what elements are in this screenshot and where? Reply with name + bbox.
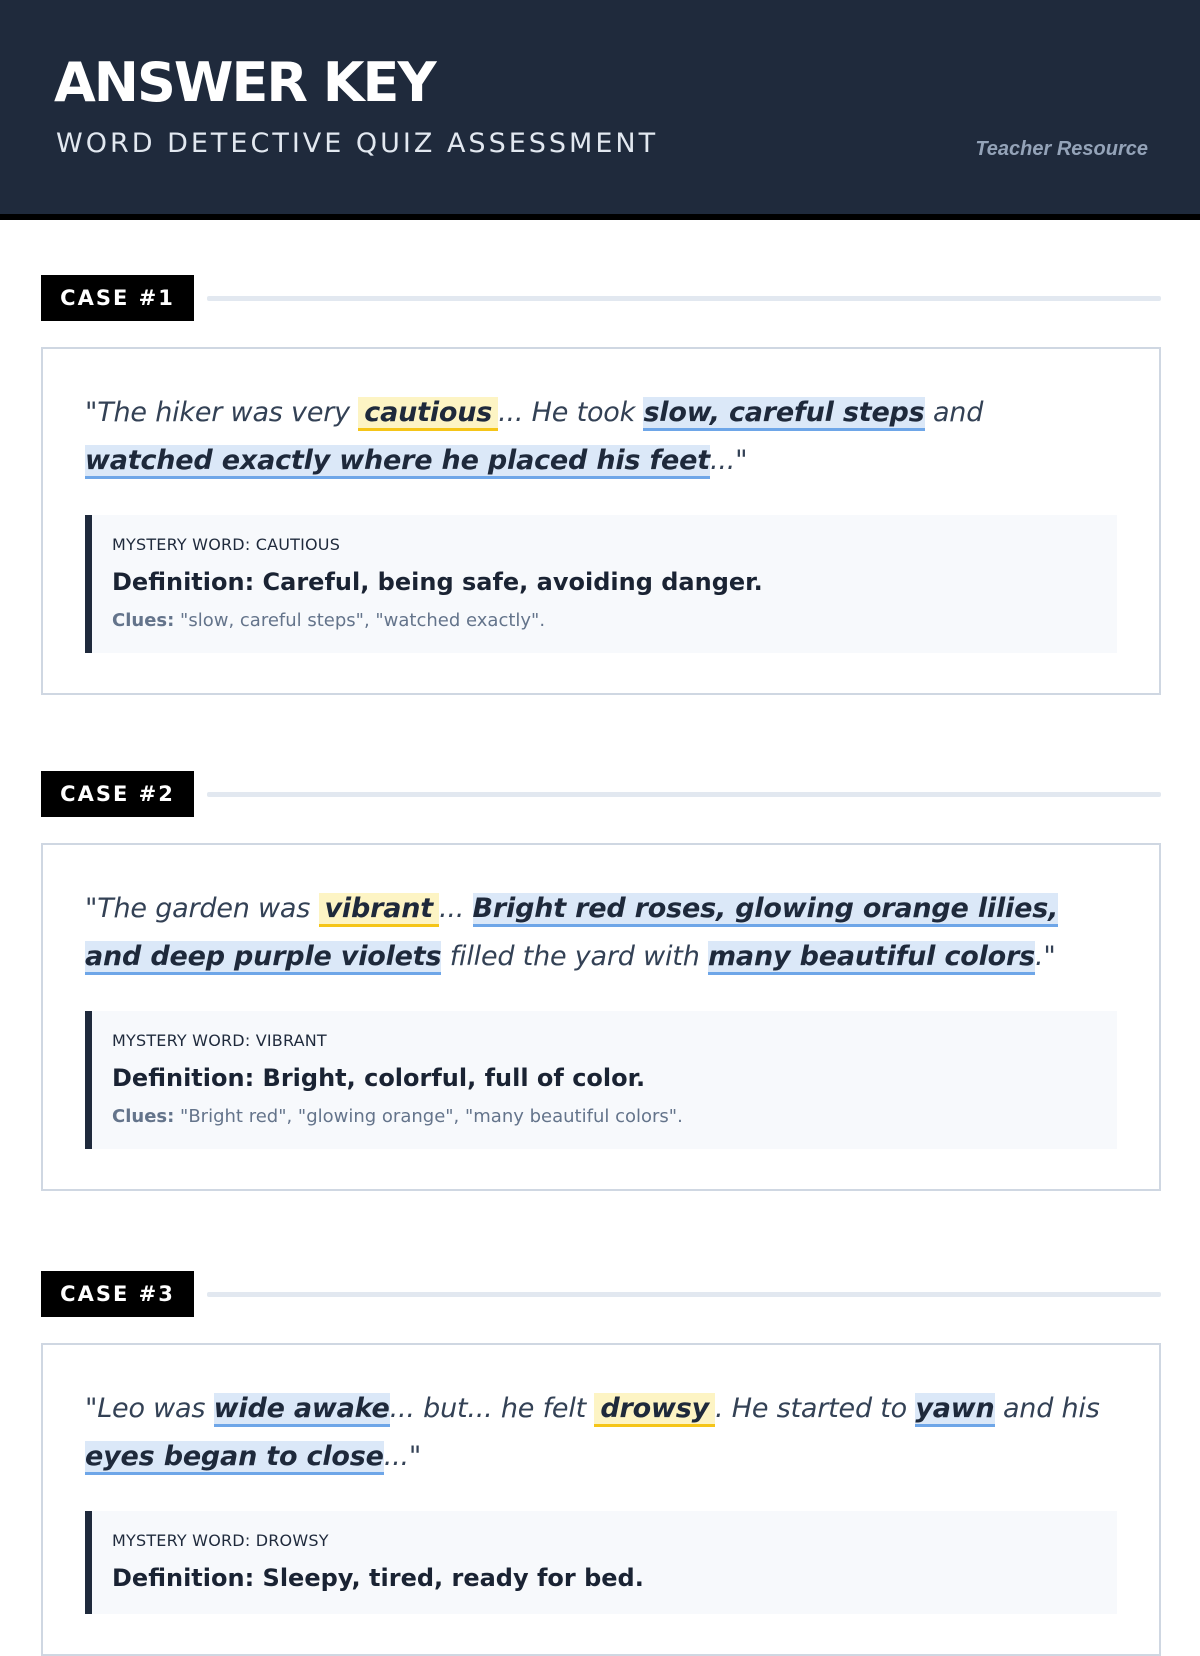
case-3	[41, 1271, 1161, 1592]
case-label: CASE #3	[41, 1271, 194, 1317]
passage-text: and	[924, 397, 984, 428]
header	[0, 0, 1200, 220]
mystery-word-highlight: drowsy	[594, 1393, 715, 1427]
mystery-word-highlight: vibrant	[319, 893, 439, 927]
case-card	[41, 347, 1161, 695]
passage-text: ... but... he felt	[389, 1393, 595, 1424]
passage-text: ...	[438, 893, 473, 924]
case-label: CASE #1	[41, 275, 194, 321]
page-title: ANSWER KEY	[54, 51, 435, 114]
case-header	[41, 275, 1161, 321]
case-card	[41, 1343, 1161, 1656]
definition: Definition: Careful, being safe, avoiding danger.	[112, 568, 763, 596]
passage-text: "The hiker was very	[85, 397, 359, 428]
case-divider	[207, 792, 1161, 797]
mystery-word-label: MYSTERY WORD: DROWSY	[112, 1531, 329, 1550]
clues-label: Clues:	[112, 610, 175, 631]
case-header	[41, 1271, 1161, 1317]
case-label: CASE #2	[41, 771, 194, 817]
case-card	[41, 843, 1161, 1191]
clue-highlight: wide awake	[214, 1393, 390, 1427]
case-header	[41, 771, 1161, 817]
answer-box	[85, 1511, 1117, 1614]
mystery-word-highlight: cautious	[358, 397, 498, 431]
passage-text: ..."	[709, 445, 748, 476]
passage-text: ... He took	[498, 397, 644, 428]
clue-highlight: Bright red roses, glowing orange lilies, and deep purple violets	[85, 893, 1058, 975]
clue-highlight: yawn	[915, 1393, 994, 1427]
case-1	[41, 275, 1161, 631]
case-2	[41, 771, 1161, 1127]
answer-box	[85, 515, 1117, 653]
clue-highlight: slow, careful steps	[643, 397, 924, 431]
clues-text: "Bright red", "glowing orange", "many beautiful colors".	[174, 1106, 683, 1127]
passage-text: . He started to	[715, 1393, 916, 1424]
clues-text: "slow, careful steps", "watched exactly".	[174, 610, 546, 631]
clue-highlight: watched exactly where he placed his feet	[85, 445, 710, 479]
passage-text: filled the yard with	[441, 941, 708, 972]
mystery-word-label: MYSTERY WORD: VIBRANT	[112, 1031, 327, 1050]
passage	[85, 1385, 1117, 1481]
passage-text: ."	[1035, 941, 1056, 972]
mystery-word-label: MYSTERY WORD: CAUTIOUS	[112, 535, 341, 554]
clues-line	[112, 610, 1097, 631]
clues-label: Clues:	[112, 1106, 175, 1127]
case-divider	[207, 1292, 1161, 1297]
clue-highlight: eyes began to close	[85, 1441, 384, 1475]
passage-text: "The garden was	[85, 893, 319, 924]
clues-line	[112, 1106, 1097, 1127]
definition: Definition: Sleepy, tired, ready for bed.	[112, 1564, 644, 1592]
passage-text: ..."	[383, 1441, 422, 1472]
passage-text: "Leo was	[85, 1393, 214, 1424]
case-divider	[207, 296, 1161, 301]
passage	[85, 885, 1117, 981]
page-subtitle: WORD DETECTIVE QUIZ ASSESSMENT	[56, 128, 659, 159]
definition: Definition: Bright, colorful, full of color.	[112, 1064, 646, 1092]
passage-text: and his	[994, 1393, 1100, 1424]
answer-box	[85, 1011, 1117, 1149]
clue-highlight: many beautiful colors	[708, 941, 1035, 975]
teacher-resource-label: Teacher Resource	[975, 138, 1148, 160]
passage	[85, 389, 1117, 485]
